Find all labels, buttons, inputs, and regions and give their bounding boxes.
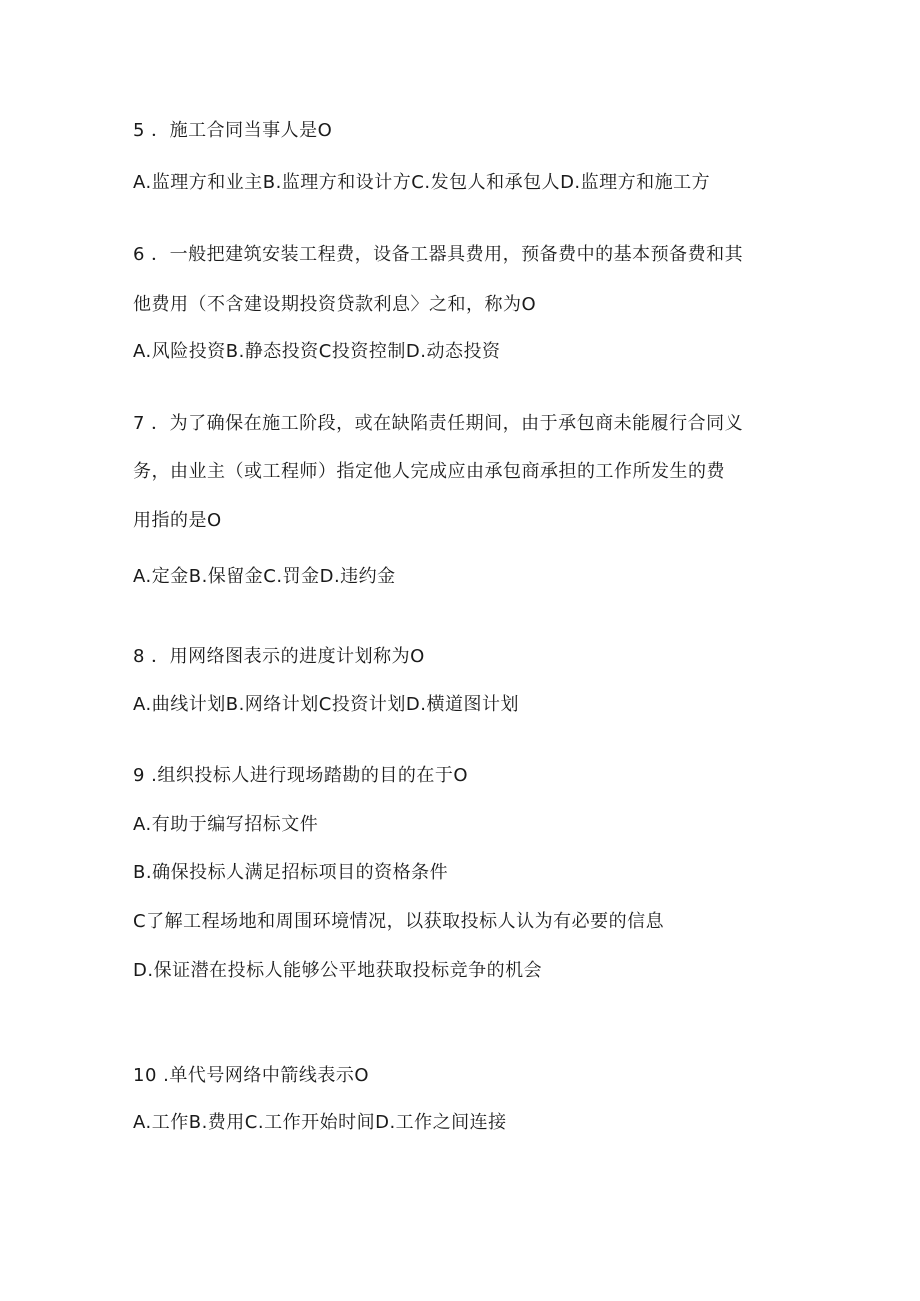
question-9-stem: 9 .组织投标人进行现场踏勘的目的在于O	[133, 765, 469, 786]
question-9-option-b: B.确保投标人满足招标项目的资格条件	[133, 862, 449, 883]
question-7-stem-line-1: 7 ．为了确保在施工阶段，或在缺陷责任期间，由于承包商未能履行合同义	[133, 413, 744, 434]
question-6-stem-line-2: 他费用（不含建设期投资贷款利息〉之和，称为O	[133, 294, 537, 315]
question-5-options: A.监理方和业主B.监理方和设计方C.发包人和承包人D.监理方和施工方	[133, 172, 711, 193]
question-9-option-d: D.保证潜在投标人能够公平地获取投标竞争的机会	[133, 960, 543, 981]
question-9-option-a: A.有助于编写招标文件	[133, 814, 319, 835]
question-7-stem-line-3: 用指的是O	[133, 510, 222, 531]
question-5-stem: 5 ．施工合同当事人是O	[133, 120, 333, 141]
question-8-options: A.曲线计划B.网络计划C投资计划D.横道图计划	[133, 694, 519, 715]
question-9-option-c: C了解工程场地和周围环境情况，以获取投标人认为有必要的信息	[133, 911, 665, 932]
question-7-stem-line-2: 务，由业主（或工程师）指定他人完成应由承包商承担的工作所发生的费	[133, 461, 725, 482]
question-7-options: A.定金B.保留金C.罚金D.违约金	[133, 566, 396, 587]
question-6-stem-line-1: 6 ．一般把建筑安装工程费，设备工器具费用，预备费中的基本预备费和其	[133, 244, 744, 265]
question-8-stem: 8 ．用网络图表示的进度计划称为O	[133, 646, 425, 667]
question-6-options: A.风险投资B.静态投资C投资控制D.动态投资	[133, 341, 501, 362]
question-10-stem: 10 .单代号网络中箭线表示O	[133, 1065, 370, 1086]
question-10-options: A.工作B.费用C.工作开始时间D.工作之间连接	[133, 1112, 507, 1133]
